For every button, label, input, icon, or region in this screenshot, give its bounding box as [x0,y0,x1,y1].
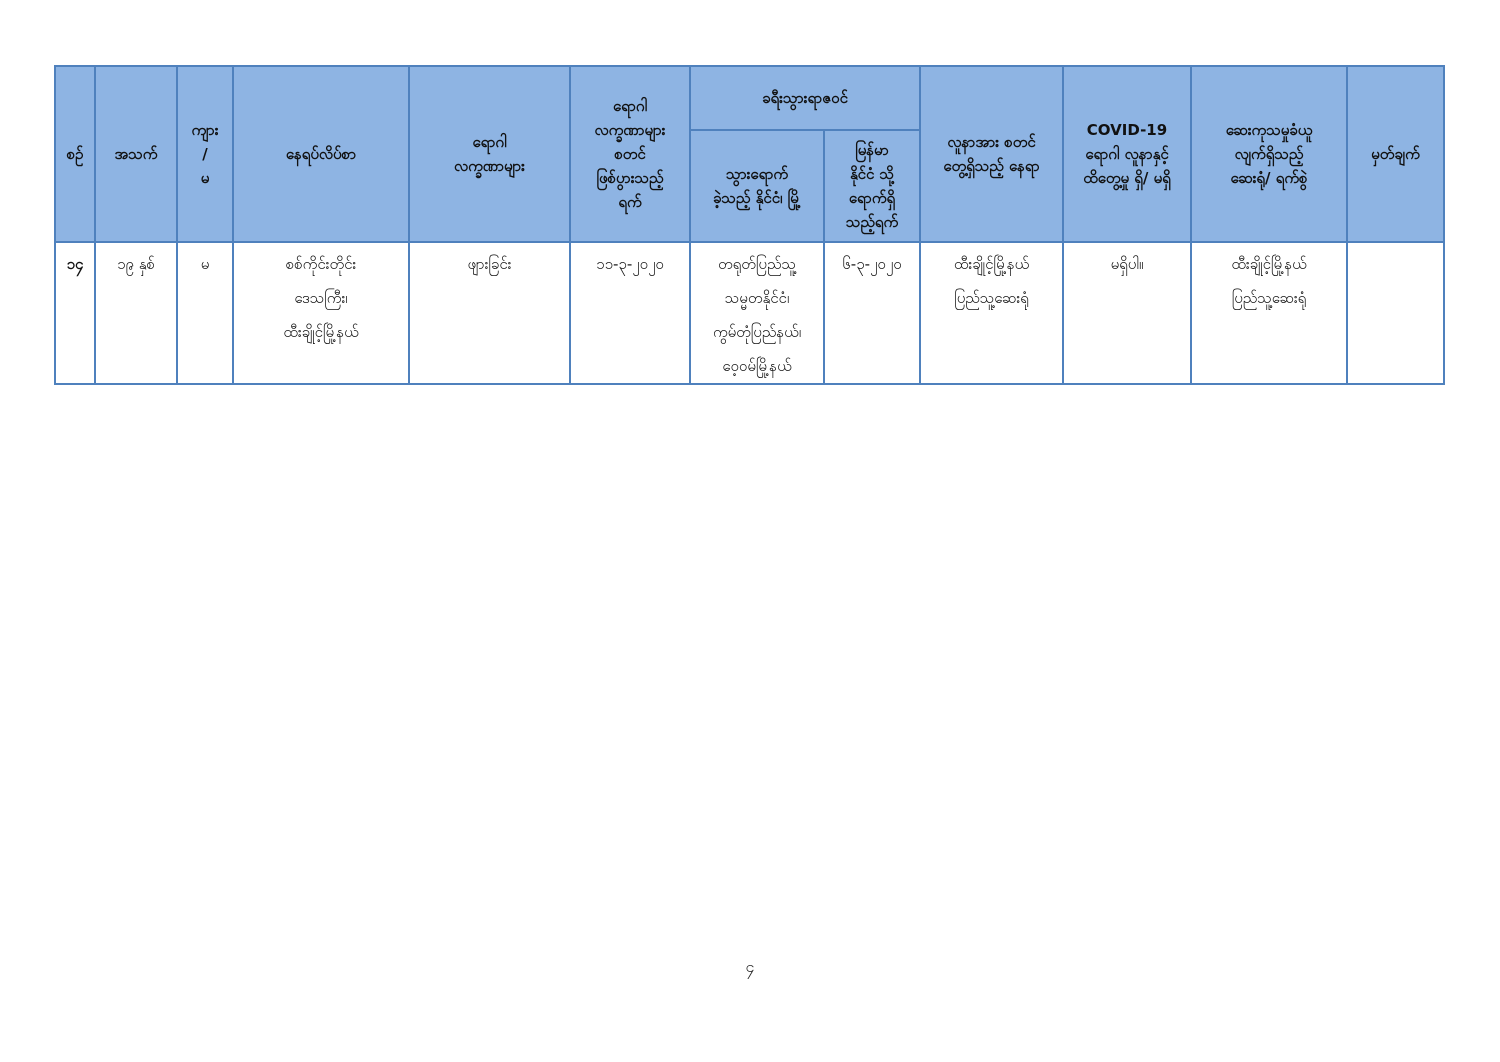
cell-onset-date: ၁၁-၃-၂၀၂၀ [570,242,690,384]
cell-age: ၁၉ နှစ် [95,242,177,384]
table-body [55,242,1444,384]
cell-symptoms: ဖျားခြင်း [409,242,570,384]
covid-case-table [54,65,1445,385]
cell-travel-place: တရုတ်ပြည်သူ့ သမ္မတနိုင်ငံ၊ ကွမ်တုံပြည်နယ်၊ ဝေ့ဝမ်မြို့နယ် [690,242,824,384]
cell-no: ၁၄ [55,242,95,384]
cell-sex: မ [177,242,233,384]
header-travel-place: သွားရောက် ခဲ့သည့် နိုင်ငံ၊ မြို့ [690,130,824,242]
cell-first-detected: ထီးချိုင့်မြို့နယ် ပြည်သူ့ဆေးရုံ [920,242,1063,384]
table-header [55,66,1444,242]
header-hospital: ဆေးကုသမှုခံယူ လျက်ရှိသည့် ဆေးရုံ/ ရက်စွဲ [1191,66,1347,242]
header-row [55,66,1444,130]
header-onset-date: ရောဂါ လက္ခဏာများ စတင် ဖြစ်ပွားသည့် ရက် [570,66,690,242]
header-age: အသက် [95,66,177,242]
cell-address: စစ်ကိုင်းတိုင်း ဒေသကြီး၊ ထီးချိုင့်မြို့နယ် [233,242,409,384]
cell-return-date: ၆-၃-၂၀၂၀ [824,242,920,384]
cell-hospital: ထီးချိုင့်မြို့နယ် ပြည်သူ့ဆေးရုံ [1191,242,1347,384]
header-symptoms: ရောဂါ လက္ခဏာများ [409,66,570,242]
cell-remarks [1347,242,1444,384]
header-covid-contact: COVID-19 ရောဂါ လူနာနှင့် ထိတွေ့မှု ရှိ/ မရှိ [1063,66,1191,242]
cell-covid-contact: မရှိပါ။ [1063,242,1191,384]
header-travel-history: ခရီးသွားရာဇဝင် [690,66,920,130]
header-address: နေရပ်လိပ်စာ [233,66,409,242]
header-first-detected: လူနာအား စတင် တွေ့ရှိသည့် နေရာ [920,66,1063,242]
table-row [55,242,1444,384]
header-remarks: မှတ်ချက် [1347,66,1444,242]
header-return-date: မြန်မာ နိုင်ငံ သို့ ရောက်ရှိ သည့်ရက် [824,130,920,242]
page-number: ၄ [745,957,755,976]
header-no: စဉ် [55,66,95,242]
header-sex: ကျား / မ [177,66,233,242]
